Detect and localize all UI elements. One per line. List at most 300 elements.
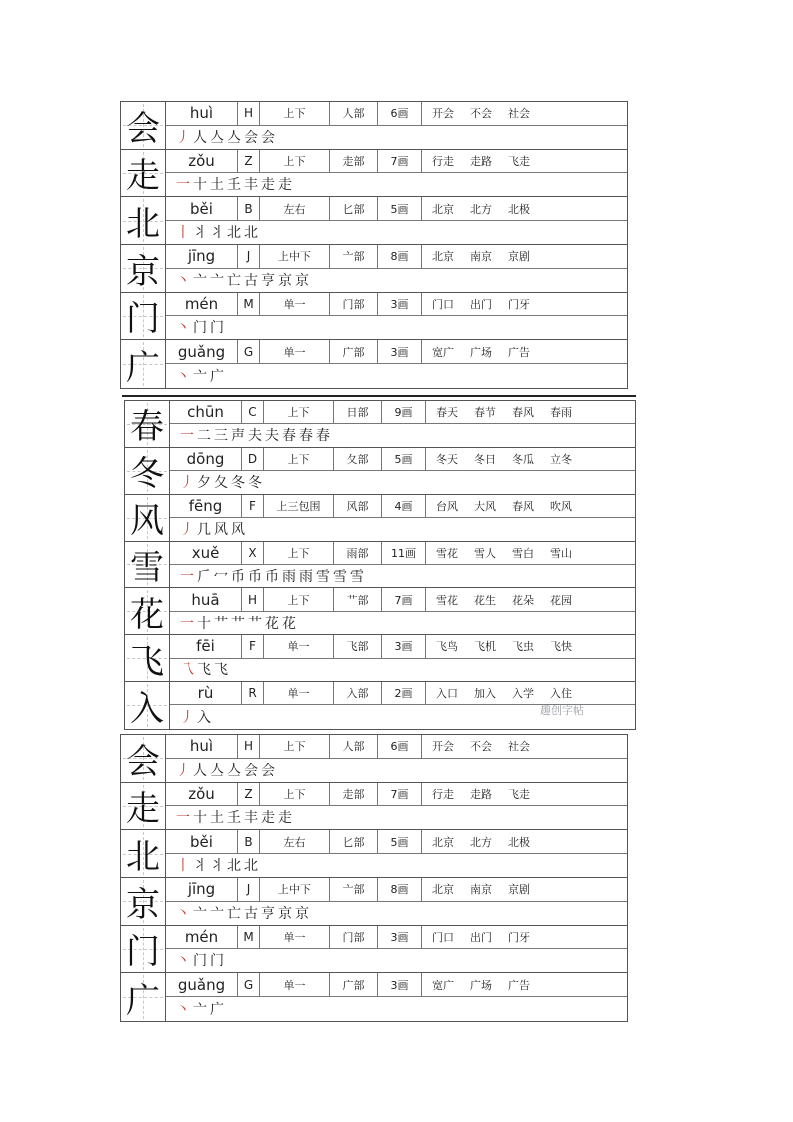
radical-cell: 入部 bbox=[334, 682, 382, 704]
stroke-step: 十 bbox=[197, 615, 212, 632]
stroke-count-cell: 3画 bbox=[382, 635, 426, 657]
big-character: 雪 bbox=[130, 547, 164, 588]
stroke-count-cell: 3画 bbox=[378, 340, 422, 363]
character-sheet-section-3 bbox=[120, 734, 628, 1022]
stroke-step: 古 bbox=[244, 272, 259, 289]
big-character: 冬 bbox=[130, 454, 164, 495]
stroke-count-cell: 6画 bbox=[378, 102, 422, 125]
structure-cell: 单一 bbox=[260, 973, 330, 996]
big-character-cell bbox=[125, 495, 170, 541]
initial-letter-cell: H bbox=[238, 102, 260, 125]
stroke-step: 十 bbox=[193, 177, 208, 194]
word-examples-cell bbox=[422, 783, 627, 806]
initial-letter-cell: Z bbox=[238, 150, 260, 173]
watermark: 趣创字帖 bbox=[540, 704, 584, 717]
radical-cell: 走部 bbox=[330, 783, 378, 806]
word-examples-cell bbox=[422, 830, 627, 853]
stroke-step: 古 bbox=[244, 905, 259, 922]
character-row bbox=[121, 735, 627, 783]
stroke-step: 丶 bbox=[176, 320, 191, 337]
pinyin-cell: guǎng bbox=[166, 973, 238, 996]
pinyin-cell: chūn bbox=[170, 401, 242, 423]
word-example: 广告 bbox=[508, 978, 530, 992]
structure-cell: 上三包围 bbox=[264, 495, 334, 517]
stroke-step: 𡈼 bbox=[227, 810, 242, 827]
stroke-step: 丶 bbox=[176, 953, 191, 970]
stroke-step: 门 bbox=[193, 953, 208, 970]
word-example: 雪花 bbox=[436, 546, 458, 560]
stroke-step: 门 bbox=[193, 320, 208, 337]
info-row bbox=[166, 973, 627, 997]
stroke-step: 币 bbox=[248, 568, 263, 585]
radical-cell: 门部 bbox=[330, 293, 378, 316]
big-character: 北 bbox=[126, 837, 160, 878]
stroke-count-cell: 4画 bbox=[382, 495, 426, 517]
stroke-step: 雨 bbox=[282, 568, 297, 585]
character-row bbox=[121, 830, 627, 878]
stroke-order-row bbox=[166, 220, 627, 244]
stroke-step: 走 bbox=[261, 810, 276, 827]
character-sheet-section-1 bbox=[120, 101, 628, 389]
radical-cell: 亠部 bbox=[330, 245, 378, 268]
word-example: 春雨 bbox=[550, 406, 572, 420]
character-row bbox=[125, 495, 635, 542]
stroke-step: 丶 bbox=[176, 369, 191, 386]
stroke-step: 走 bbox=[278, 810, 293, 827]
stroke-step: 入 bbox=[197, 710, 212, 727]
word-example: 春节 bbox=[474, 406, 496, 420]
word-examples-cell bbox=[422, 926, 627, 949]
radical-cell: 匕部 bbox=[330, 197, 378, 220]
stroke-step: 亡 bbox=[227, 272, 242, 289]
radical-cell: 亠部 bbox=[330, 878, 378, 901]
stroke-step: 广 bbox=[210, 1002, 225, 1019]
initial-letter-cell: Z bbox=[238, 783, 260, 806]
big-character: 北 bbox=[126, 204, 160, 245]
radical-cell: 门部 bbox=[330, 926, 378, 949]
stroke-step: 会 bbox=[261, 129, 276, 146]
stroke-step: 亼 bbox=[227, 762, 242, 779]
stroke-step: 花 bbox=[265, 615, 280, 632]
stroke-order-row bbox=[166, 315, 627, 339]
stroke-step: 亠 bbox=[210, 905, 225, 922]
structure-cell: 单一 bbox=[264, 635, 334, 657]
stroke-step: 雪 bbox=[350, 568, 365, 585]
big-character: 走 bbox=[126, 156, 160, 197]
word-example: 门牙 bbox=[508, 931, 530, 945]
stroke-step: 丬 bbox=[210, 225, 225, 242]
stroke-step: 艹 bbox=[231, 615, 246, 632]
stroke-order-row bbox=[166, 172, 627, 196]
big-character-cell bbox=[125, 682, 170, 729]
stroke-order-row bbox=[170, 517, 635, 540]
stroke-order-row bbox=[166, 805, 627, 829]
stroke-step: 亠 bbox=[193, 369, 208, 386]
stroke-step: 一 bbox=[180, 615, 195, 632]
big-character-cell bbox=[121, 830, 166, 877]
word-example: 冬日 bbox=[474, 453, 496, 467]
character-row bbox=[121, 102, 627, 150]
stroke-step: 会 bbox=[261, 762, 276, 779]
stroke-order-row bbox=[170, 423, 635, 446]
stroke-step: 会 bbox=[244, 762, 259, 779]
stroke-step: 丰 bbox=[244, 177, 259, 194]
word-examples-cell bbox=[422, 197, 627, 220]
stroke-step: 一 bbox=[180, 428, 195, 445]
character-row bbox=[121, 150, 627, 198]
stroke-count-cell: 11画 bbox=[382, 542, 426, 564]
initial-letter-cell: F bbox=[242, 495, 264, 517]
big-character: 广 bbox=[126, 980, 160, 1021]
big-character: 飞 bbox=[130, 641, 164, 682]
structure-cell: 左右 bbox=[260, 830, 330, 853]
word-example: 花园 bbox=[550, 593, 572, 607]
word-example: 北京 bbox=[432, 835, 454, 849]
stroke-order-row bbox=[166, 268, 627, 292]
structure-cell: 上中下 bbox=[260, 245, 330, 268]
stroke-count-cell: 3画 bbox=[378, 926, 422, 949]
word-example: 春风 bbox=[512, 499, 534, 513]
info-row bbox=[166, 830, 627, 854]
word-example: 不会 bbox=[470, 107, 492, 121]
word-example: 入口 bbox=[436, 687, 458, 701]
stroke-step: 丨 bbox=[176, 225, 191, 242]
radical-cell: 雨部 bbox=[334, 542, 382, 564]
stroke-step: 艹 bbox=[214, 615, 229, 632]
stroke-step: 丿 bbox=[176, 762, 191, 779]
word-example: 花朵 bbox=[512, 593, 534, 607]
word-example: 飞鸟 bbox=[436, 640, 458, 654]
stroke-order-row bbox=[166, 364, 627, 388]
word-example: 吹风 bbox=[550, 499, 572, 513]
radical-cell: 人部 bbox=[330, 102, 378, 125]
word-examples-cell bbox=[426, 682, 635, 704]
info-row bbox=[166, 340, 627, 364]
structure-cell: 上下 bbox=[264, 401, 334, 423]
stroke-step: 北 bbox=[227, 858, 242, 875]
stroke-step: 京 bbox=[278, 905, 293, 922]
radical-cell: 飞部 bbox=[334, 635, 382, 657]
stroke-step: 声 bbox=[231, 428, 246, 445]
radical-cell: 夂部 bbox=[334, 448, 382, 470]
word-examples-cell bbox=[426, 542, 635, 564]
initial-letter-cell: G bbox=[238, 973, 260, 996]
character-row bbox=[121, 878, 627, 926]
stroke-count-cell: 7画 bbox=[378, 150, 422, 173]
stroke-step: 𡈼 bbox=[227, 177, 242, 194]
pinyin-cell: mén bbox=[166, 293, 238, 316]
section-divider bbox=[122, 395, 636, 397]
big-character-cell bbox=[121, 102, 166, 149]
structure-cell: 单一 bbox=[264, 682, 334, 704]
pinyin-cell: huì bbox=[166, 102, 238, 125]
stroke-step: 京 bbox=[278, 272, 293, 289]
word-example: 飞走 bbox=[508, 788, 530, 802]
structure-cell: 左右 bbox=[260, 197, 330, 220]
stroke-step: 人 bbox=[193, 762, 208, 779]
big-character: 门 bbox=[126, 932, 160, 973]
big-character-cell bbox=[125, 401, 170, 447]
radical-cell: 艹部 bbox=[334, 588, 382, 610]
radical-cell: 走部 bbox=[330, 150, 378, 173]
big-character-cell bbox=[125, 448, 170, 494]
stroke-step: 冬 bbox=[231, 474, 246, 491]
initial-letter-cell: B bbox=[238, 830, 260, 853]
word-example: 京剧 bbox=[508, 883, 530, 897]
structure-cell: 上下 bbox=[260, 735, 330, 758]
stroke-step: 冖 bbox=[214, 568, 229, 585]
word-examples-cell bbox=[426, 635, 635, 657]
stroke-step: 春 bbox=[316, 428, 331, 445]
word-examples-cell bbox=[422, 245, 627, 268]
big-character: 广 bbox=[126, 347, 160, 388]
structure-cell: 单一 bbox=[260, 926, 330, 949]
info-row bbox=[170, 635, 635, 658]
stroke-step: 雪 bbox=[316, 568, 331, 585]
character-row bbox=[125, 542, 635, 589]
word-example: 行走 bbox=[432, 788, 454, 802]
stroke-step: 丿 bbox=[180, 521, 195, 538]
pinyin-cell: huì bbox=[166, 735, 238, 758]
stroke-step: 亠 bbox=[193, 905, 208, 922]
character-row bbox=[125, 635, 635, 682]
big-character: 京 bbox=[126, 884, 160, 925]
stroke-step: 夂 bbox=[214, 474, 229, 491]
stroke-count-cell: 7画 bbox=[382, 588, 426, 610]
word-example: 大风 bbox=[474, 499, 496, 513]
radical-cell: 广部 bbox=[330, 340, 378, 363]
info-row bbox=[166, 245, 627, 269]
word-example: 飞虫 bbox=[512, 640, 534, 654]
stroke-step: 艹 bbox=[248, 615, 263, 632]
word-example: 门口 bbox=[432, 931, 454, 945]
info-row bbox=[166, 878, 627, 902]
stroke-order-row bbox=[170, 564, 635, 587]
radical-cell: 人部 bbox=[330, 735, 378, 758]
structure-cell: 上下 bbox=[260, 783, 330, 806]
character-row bbox=[125, 588, 635, 635]
structure-cell: 单一 bbox=[260, 340, 330, 363]
stroke-step: 夕 bbox=[197, 474, 212, 491]
stroke-order-row bbox=[170, 611, 635, 634]
info-row bbox=[166, 735, 627, 759]
info-row bbox=[166, 783, 627, 807]
big-character-cell bbox=[125, 635, 170, 681]
word-example: 走路 bbox=[470, 788, 492, 802]
character-row bbox=[121, 245, 627, 293]
stroke-order-row bbox=[166, 948, 627, 972]
stroke-step: 春 bbox=[282, 428, 297, 445]
initial-letter-cell: R bbox=[242, 682, 264, 704]
big-character-cell bbox=[121, 735, 166, 782]
stroke-count-cell: 6画 bbox=[378, 735, 422, 758]
stroke-step: 走 bbox=[261, 177, 276, 194]
initial-letter-cell: M bbox=[238, 293, 260, 316]
structure-cell: 上下 bbox=[264, 542, 334, 564]
stroke-step: 土 bbox=[210, 177, 225, 194]
stroke-step: 雨 bbox=[299, 568, 314, 585]
initial-letter-cell: G bbox=[238, 340, 260, 363]
big-character-cell bbox=[121, 973, 166, 1021]
word-example: 雪人 bbox=[474, 546, 496, 560]
stroke-order-row bbox=[166, 997, 627, 1021]
stroke-step: 乁 bbox=[180, 662, 195, 679]
word-example: 春风 bbox=[512, 406, 534, 420]
big-character-cell bbox=[121, 926, 166, 973]
stroke-step: 飞 bbox=[214, 662, 229, 679]
initial-letter-cell: M bbox=[238, 926, 260, 949]
word-example: 立冬 bbox=[550, 453, 572, 467]
stroke-step: 花 bbox=[282, 615, 297, 632]
stroke-step: 亠 bbox=[210, 272, 225, 289]
structure-cell: 上下 bbox=[264, 588, 334, 610]
word-example: 北京 bbox=[432, 883, 454, 897]
word-examples-cell bbox=[426, 588, 635, 610]
stroke-order-row bbox=[166, 901, 627, 925]
pinyin-cell: fēng bbox=[170, 495, 242, 517]
word-example: 冬瓜 bbox=[512, 453, 534, 467]
word-example: 宽广 bbox=[432, 345, 454, 359]
word-example: 行走 bbox=[432, 155, 454, 169]
info-row bbox=[170, 542, 635, 565]
stroke-step: 二 bbox=[197, 428, 212, 445]
word-example: 南京 bbox=[470, 883, 492, 897]
word-example: 门口 bbox=[432, 298, 454, 312]
stroke-step: 丬 bbox=[210, 858, 225, 875]
big-character: 门 bbox=[126, 299, 160, 340]
word-example: 社会 bbox=[508, 740, 530, 754]
stroke-order-row bbox=[166, 758, 627, 782]
big-character-cell bbox=[121, 783, 166, 830]
stroke-step: 冬 bbox=[248, 474, 263, 491]
pinyin-cell: fēi bbox=[170, 635, 242, 657]
info-row bbox=[166, 197, 627, 221]
word-example: 出门 bbox=[470, 298, 492, 312]
stroke-step: 土 bbox=[210, 810, 225, 827]
stroke-step: 门 bbox=[210, 320, 225, 337]
stroke-count-cell: 3画 bbox=[378, 973, 422, 996]
structure-cell: 上下 bbox=[264, 448, 334, 470]
word-example: 雪白 bbox=[512, 546, 534, 560]
word-example: 飞快 bbox=[550, 640, 572, 654]
pinyin-cell: rù bbox=[170, 682, 242, 704]
word-example: 门牙 bbox=[508, 298, 530, 312]
stroke-order-row bbox=[166, 125, 627, 149]
word-example: 北京 bbox=[432, 202, 454, 216]
big-character-cell bbox=[125, 588, 170, 634]
word-examples-cell bbox=[422, 878, 627, 901]
stroke-step: 十 bbox=[193, 810, 208, 827]
word-examples-cell bbox=[422, 150, 627, 173]
character-row bbox=[121, 197, 627, 245]
pinyin-cell: jīng bbox=[166, 878, 238, 901]
stroke-step: 亼 bbox=[210, 129, 225, 146]
character-row bbox=[121, 783, 627, 831]
stroke-step: 会 bbox=[244, 129, 259, 146]
big-character: 风 bbox=[130, 501, 164, 542]
word-example: 北极 bbox=[508, 202, 530, 216]
stroke-step: 𠂆 bbox=[197, 568, 212, 585]
big-character: 会 bbox=[126, 108, 160, 149]
character-row bbox=[121, 293, 627, 341]
stroke-count-cell: 8画 bbox=[378, 245, 422, 268]
stroke-step: 雪 bbox=[333, 568, 348, 585]
stroke-count-cell: 2画 bbox=[382, 682, 426, 704]
stroke-step: 北 bbox=[227, 225, 242, 242]
info-row bbox=[170, 495, 635, 518]
word-example: 宽广 bbox=[432, 978, 454, 992]
structure-cell: 上下 bbox=[260, 102, 330, 125]
character-row bbox=[121, 340, 627, 388]
big-character-cell bbox=[121, 197, 166, 244]
pinyin-cell: huā bbox=[170, 588, 242, 610]
stroke-step: 丶 bbox=[176, 1002, 191, 1019]
info-row bbox=[170, 588, 635, 611]
pinyin-cell: běi bbox=[166, 197, 238, 220]
stroke-step: 一 bbox=[180, 568, 195, 585]
info-row bbox=[170, 448, 635, 471]
stroke-step: 丶 bbox=[176, 272, 191, 289]
stroke-step: 亠 bbox=[193, 272, 208, 289]
word-examples-cell bbox=[422, 102, 627, 125]
stroke-step: 风 bbox=[231, 521, 246, 538]
stroke-order-row bbox=[166, 853, 627, 877]
word-example: 飞走 bbox=[508, 155, 530, 169]
stroke-step: 北 bbox=[244, 225, 259, 242]
stroke-step: 亨 bbox=[261, 905, 276, 922]
stroke-step: 几 bbox=[197, 521, 212, 538]
stroke-step: 丬 bbox=[193, 858, 208, 875]
character-row bbox=[125, 448, 635, 495]
big-character: 走 bbox=[126, 789, 160, 830]
initial-letter-cell: J bbox=[238, 245, 260, 268]
word-examples-cell bbox=[422, 340, 627, 363]
word-example: 冬天 bbox=[436, 453, 458, 467]
structure-cell: 单一 bbox=[260, 293, 330, 316]
word-example: 南京 bbox=[470, 250, 492, 264]
stroke-step: 一 bbox=[176, 177, 191, 194]
stroke-step: 飞 bbox=[197, 662, 212, 679]
initial-letter-cell: C bbox=[242, 401, 264, 423]
word-example: 雪山 bbox=[550, 546, 572, 560]
initial-letter-cell: D bbox=[242, 448, 264, 470]
character-row bbox=[125, 401, 635, 448]
word-examples-cell bbox=[422, 293, 627, 316]
initial-letter-cell: H bbox=[242, 588, 264, 610]
stroke-step: 丿 bbox=[180, 710, 195, 727]
word-example: 走路 bbox=[470, 155, 492, 169]
word-example: 京剧 bbox=[508, 250, 530, 264]
word-examples-cell bbox=[426, 495, 635, 517]
big-character: 京 bbox=[126, 251, 160, 292]
stroke-step: 丿 bbox=[180, 474, 195, 491]
initial-letter-cell: X bbox=[242, 542, 264, 564]
initial-letter-cell: F bbox=[242, 635, 264, 657]
stroke-step: 亼 bbox=[227, 129, 242, 146]
stroke-step: 币 bbox=[265, 568, 280, 585]
stroke-step: 广 bbox=[210, 369, 225, 386]
big-character: 会 bbox=[126, 741, 160, 782]
structure-cell: 上中下 bbox=[260, 878, 330, 901]
stroke-count-cell: 7画 bbox=[378, 783, 422, 806]
stroke-count-cell: 3画 bbox=[378, 293, 422, 316]
stroke-step: 走 bbox=[278, 177, 293, 194]
word-example: 北京 bbox=[432, 250, 454, 264]
info-row bbox=[166, 293, 627, 317]
pinyin-cell: zǒu bbox=[166, 783, 238, 806]
word-example: 广场 bbox=[470, 978, 492, 992]
pinyin-cell: guǎng bbox=[166, 340, 238, 363]
